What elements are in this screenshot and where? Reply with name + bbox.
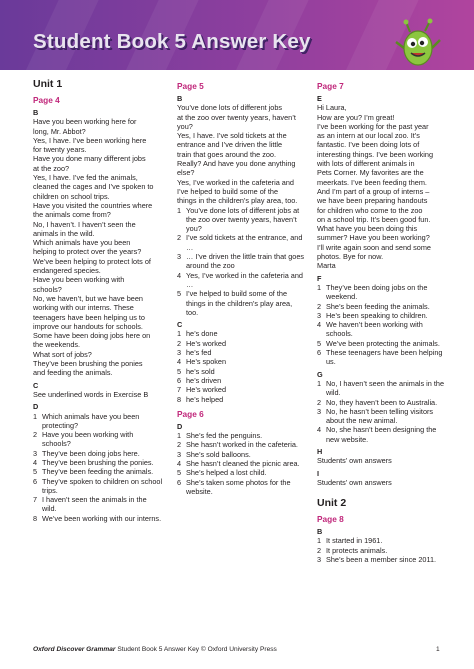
answer-list (317, 283, 445, 367)
section-label: C (33, 380, 39, 390)
item-text: She’s been feeding the animals. (326, 301, 430, 311)
item-text: Yes, I’ve worked in the cafeteria and … (186, 270, 303, 289)
list-item (33, 477, 163, 496)
item-number: 1 (33, 411, 38, 421)
dialogue-line: How are you? I’m great! (317, 112, 395, 122)
dialogue-line: Pets Corner. My favorites are the (317, 168, 424, 178)
list-item (177, 478, 305, 497)
item-number: 4 (317, 425, 322, 435)
dialogue-line: endangered species. (33, 266, 101, 276)
item-number: 1 (177, 431, 182, 441)
list-item (177, 289, 305, 317)
item-text: She’s fed the penguins. (186, 431, 263, 441)
item-text: She’s sold balloons. (186, 449, 251, 459)
item-text: he’s helped (186, 394, 224, 404)
section-label: E (317, 94, 322, 103)
dialogue-line: fantastic. I’ve been doing lots of (317, 140, 420, 150)
item-text: It started in 1961. (326, 536, 383, 546)
list-item (317, 339, 445, 348)
dialogue-line: schools? (33, 284, 62, 294)
item-number: 4 (177, 270, 182, 280)
dialogue-line: entrance and I’ve driven the little (177, 140, 283, 150)
item-number: 2 (317, 301, 322, 311)
item-number: 6 (317, 348, 322, 358)
item-number: 3 (317, 310, 322, 320)
list-item (33, 495, 163, 514)
section-label: G (317, 369, 323, 379)
item-text: He’s been speaking to children. (326, 310, 428, 320)
item-number: 2 (33, 430, 38, 440)
list-item (33, 514, 163, 523)
page-heading: Page 8 (317, 514, 344, 525)
list-item (177, 348, 305, 357)
dialogue-line: Have you been working with (33, 275, 125, 285)
item-number: 3 (317, 406, 322, 416)
dialogue-line: Yes, I’ve worked in the cafeteria and (177, 177, 294, 187)
list-item (33, 467, 163, 476)
dialogue-line: Yes, I have. I’ve been working here (33, 135, 147, 145)
dialogue-line: else? (177, 168, 195, 178)
page-heading: Page 5 (177, 81, 204, 91)
dialogue-line: at the zoo over twenty years, haven’t (177, 112, 296, 122)
dialogue-line: we have been preparing handouts (317, 196, 428, 206)
item-number: 5 (177, 289, 182, 299)
answer-text: See underlined words in Exercise B (33, 389, 149, 399)
page-heading: Page 4 (33, 95, 60, 105)
list-item (177, 395, 305, 404)
list-item (317, 407, 445, 426)
item-number: 6 (177, 375, 182, 385)
item-text: No, she hasn’t been designing the new website. (326, 425, 437, 444)
footer-text: Student Book 5 Answer Key © Oxford University Press (117, 646, 277, 653)
item-text: No, he hasn’t been telling visitors about the new animal. (326, 406, 434, 426)
item-number: 3 (177, 348, 182, 358)
dialogue-line: No, I haven’t. I haven’t seen the (33, 219, 136, 229)
item-number: 3 (33, 448, 38, 458)
dialogue-line: I’ve been working for the past year (317, 121, 429, 131)
item-text: No, I haven’t seen the animals in the wild. (326, 378, 445, 398)
item-number: 2 (177, 338, 182, 348)
item-text: Which animals have you been protecting? (42, 411, 140, 430)
list-item (177, 440, 305, 449)
dialogue-line: interesting things. I’ve been working (317, 149, 434, 159)
section-label: D (33, 402, 39, 412)
section-label: H (317, 446, 323, 456)
dialogue-line: Hi Laura, (317, 103, 347, 113)
item-text: She hasn’t worked in the cafeteria. (186, 440, 298, 450)
item-text: We’ve been protecting the animals. (326, 338, 440, 348)
unit-heading: Unit 1 (33, 78, 63, 90)
dialogue-line: things in the children’s play area, too. (177, 196, 298, 206)
item-number: 3 (177, 449, 182, 459)
item-number: 2 (177, 440, 182, 450)
item-text: I’ve helped to build some of the things in the children’s play area, too. (186, 289, 293, 317)
dialogue-line: What sort of jobs? (33, 349, 92, 359)
list-item (177, 468, 305, 477)
item-text: You’ve done lots of different jobs at the zoo over twenty years, haven’t you? (186, 205, 300, 234)
item-text: They’ve spoken to children on school trips. (42, 476, 163, 495)
list-item (177, 271, 305, 290)
item-number: 6 (33, 476, 38, 486)
column-2 (177, 78, 305, 496)
item-number: 5 (177, 366, 182, 376)
page-heading: Page 7 (317, 81, 344, 91)
section-label: F (317, 273, 322, 283)
item-text: No, they haven’t been to Australia. (326, 397, 438, 407)
item-text: He’s worked (186, 385, 227, 395)
dialogue-line: Have you been working here for (33, 117, 137, 127)
dialogue-line: Yes, I have. I’ve fed the animals, (33, 173, 138, 183)
item-text: We’ve been working with our interns. (42, 513, 162, 523)
answer-list (317, 536, 445, 564)
list-item (177, 367, 305, 376)
dialogue-line: And I’m part of a group of interns – (317, 186, 430, 196)
dialogue-line: helping to protect over the years? (33, 247, 142, 257)
item-number: 5 (177, 468, 182, 478)
list-item (177, 357, 305, 366)
item-number: 3 (177, 252, 182, 262)
dialogue-line: What have you been doing this (317, 224, 418, 234)
item-number: 8 (177, 394, 182, 404)
item-text: We haven’t been working with schools. (326, 320, 423, 339)
list-item (317, 379, 445, 398)
dialogue-line: on a school trip. It’s been good fun. (317, 214, 431, 224)
item-text: She hasn’t cleaned the picnic area. (186, 458, 300, 468)
list-item (177, 339, 305, 348)
dialogue-line: for twenty years. (33, 145, 87, 155)
answer-list (177, 206, 305, 318)
page-title: Student Book 5 Answer Key (33, 30, 311, 53)
dialogue-line: at the zoo? (33, 163, 70, 173)
list-item (177, 206, 305, 234)
section-label: C (177, 320, 183, 330)
item-number: 1 (317, 282, 322, 292)
item-number: 2 (177, 233, 182, 243)
page-heading: Page 6 (177, 408, 204, 419)
item-number: 2 (317, 545, 322, 555)
dialogue-line: cleaned the cages and I’ve spoken to (33, 182, 154, 192)
item-number: 4 (177, 458, 182, 468)
list-item (317, 320, 445, 339)
list-item (177, 450, 305, 459)
dialogue-line: I’ve helped to build some of the (177, 186, 279, 196)
list-item (177, 385, 305, 394)
dialogue-line: the weekends. (33, 340, 81, 350)
page-number: 1 (436, 646, 440, 653)
item-number: 1 (317, 378, 322, 388)
item-text: he’s done (186, 329, 218, 339)
section-label: I (317, 468, 320, 478)
item-number: 6 (177, 477, 182, 487)
list-item (177, 252, 305, 271)
item-number: 4 (317, 320, 322, 330)
dialogue-line: and feeding the animals. (33, 368, 113, 378)
list-item (177, 329, 305, 338)
list-item (177, 233, 305, 252)
list-item (177, 459, 305, 468)
list-item (317, 311, 445, 320)
section-label: B (33, 108, 39, 117)
column-1 (33, 78, 163, 523)
item-text: They’ve been feeding the animals. (42, 467, 154, 477)
dialogue-line: meerkats. I’ve been feeding them. (317, 177, 427, 187)
answer-list (177, 431, 305, 496)
dialogue-line: They’ve been brushing the ponies (33, 359, 143, 369)
item-number: 2 (317, 397, 322, 407)
list-item (317, 302, 445, 311)
header-banner (0, 0, 474, 70)
answer-list (177, 329, 305, 403)
answer-list (317, 379, 445, 444)
unit-heading: Unit 2 (317, 497, 347, 510)
dialogue-line: train that goes around the zoo. (177, 149, 276, 159)
item-text: She’s helped a lost child. (186, 468, 267, 478)
list-item (317, 348, 445, 367)
dialogue-line: Which animals have you been (33, 238, 131, 248)
dialogue-line: No, we haven’t, but we have been (33, 293, 143, 303)
dialogue-line: you? (177, 121, 193, 131)
item-number: 1 (317, 536, 322, 546)
answer-text: Students’ own answers (317, 456, 392, 466)
item-text: She’s taken some photos for the website. (186, 477, 291, 496)
list-item (317, 555, 445, 564)
list-item (33, 412, 163, 431)
list-item (317, 546, 445, 555)
dialogue-line: teenagers have been helping us to (33, 312, 145, 322)
dialogue-line: improve our handouts for schools. (33, 321, 143, 331)
list-item (33, 449, 163, 458)
section-label: B (317, 527, 323, 537)
item-number: 7 (177, 385, 182, 395)
item-text: I haven’t seen the animals in the wild. (42, 495, 147, 514)
item-number: 4 (33, 457, 38, 467)
item-text: I’ve sold tickets at the entrance, and … (186, 233, 303, 252)
item-text: They’ve been brushing the ponies. (42, 457, 154, 467)
dialogue-line: We’ve been helping to protect lots of (33, 256, 151, 266)
item-text: … I’ve driven the little train that goes around the zoo (186, 252, 305, 271)
dialogue-line: summer? Have you been working? (317, 233, 430, 243)
item-number: 7 (33, 495, 38, 505)
dialogue-line: the animals come from? (33, 210, 111, 220)
list-item (317, 283, 445, 302)
section-label: B (177, 94, 183, 103)
answer-list (33, 412, 163, 524)
dialogue-line: Have you done many different jobs (33, 154, 146, 164)
item-number: 3 (317, 555, 322, 565)
list-item (317, 425, 445, 444)
dialogue-line: with lots of different animals in (317, 159, 415, 169)
item-text: he’s sold (186, 366, 215, 376)
list-item (33, 458, 163, 467)
section-label: D (177, 421, 183, 431)
footer (33, 646, 277, 653)
list-item (177, 431, 305, 440)
item-text: he’s fed (186, 348, 212, 358)
list-item (317, 398, 445, 407)
dialogue-line: Yes, I have. I’ve sold tickets at the (177, 131, 287, 141)
item-text: Have you been working with schools? (42, 430, 134, 449)
dialogue-line: Some have been doing jobs here on (33, 331, 151, 341)
list-item (33, 430, 163, 449)
item-text: He’s spoken (186, 357, 227, 367)
dialogue-line: You’ve done lots of different jobs (177, 103, 283, 113)
dialogue-line: Marta (317, 261, 336, 271)
list-item (317, 536, 445, 545)
dialogue-line: photos. Bye for now. (317, 252, 384, 262)
item-text: She’s been a member since 2011. (326, 555, 437, 565)
dialogue-line: children on school trips. (33, 191, 110, 201)
dialogue-line: for children who come to the zoo (317, 205, 423, 215)
dialogue-line: Really? And have you done anything (177, 159, 296, 169)
column-3 (317, 78, 445, 564)
item-text: It protects animals. (326, 545, 388, 555)
footer-brand: Oxford Discover Grammar (33, 646, 116, 653)
dialogue-line: working with our interns. These (33, 303, 134, 313)
item-text: They’ve been doing jobs here. (42, 448, 140, 458)
item-text: He’s worked (186, 338, 227, 348)
item-text: These teenagers have been helping us. (326, 348, 443, 367)
dialogue-line: as an intern at our local zoo. It’s (317, 131, 420, 141)
mascot-icon (392, 18, 444, 70)
dialogue-line: I’ll write again soon and send some (317, 242, 431, 252)
item-number: 5 (33, 467, 38, 477)
item-number: 8 (33, 513, 38, 523)
list-item (177, 376, 305, 385)
item-number: 4 (177, 357, 182, 367)
item-text: They’ve been doing jobs on the weekend. (326, 282, 428, 302)
answer-text: Students’ own answers (317, 477, 392, 487)
item-text: he’s driven (186, 375, 222, 385)
item-number: 5 (317, 338, 322, 348)
dialogue-line: long, Mr. Abbot? (33, 126, 86, 136)
item-number: 1 (177, 205, 182, 215)
item-number: 1 (177, 329, 182, 339)
dialogue-line: animals in the wild. (33, 228, 95, 238)
dialogue-line: Have you visited the countries where (33, 200, 153, 210)
